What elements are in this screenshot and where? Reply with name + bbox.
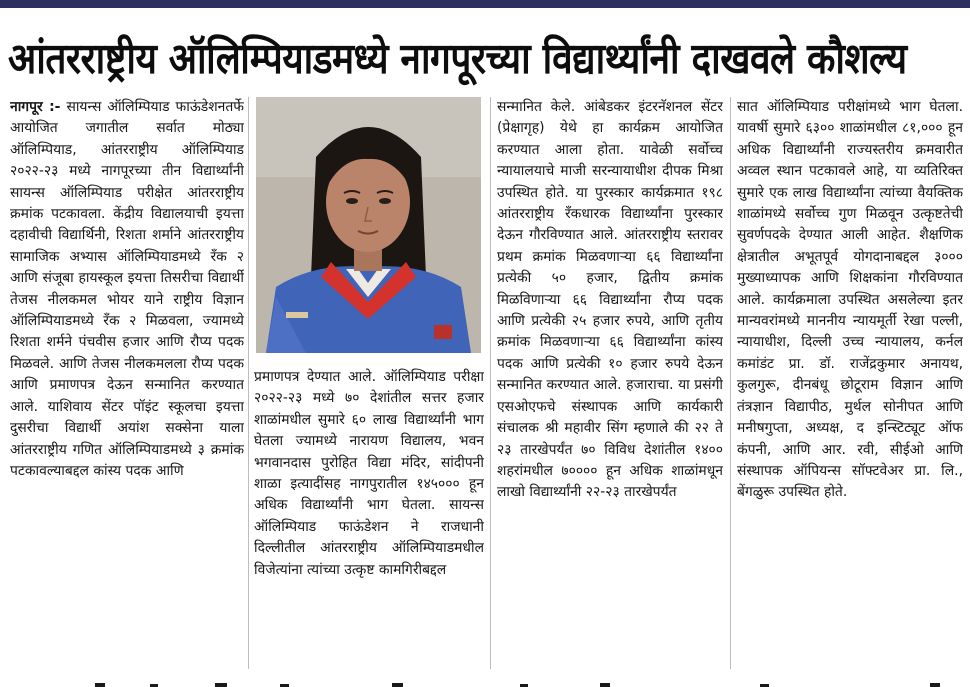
column-divider <box>730 97 731 669</box>
column-1-text: सायन्स ऑलिम्पियाड फाऊंडेशनतर्फे आयोजित जगातील सर्वात मोठ्या ऑलिम्पियाड, आंतरराष्ट्रीय ऑलिम्पियाड २०२२-२३ मध्ये नागपूरच्या तीन विद्यार्थ्यांनी सायन्स ऑलिम्पियाड परीक्षेत आंतरराष्ट्रीय क्रमांक पटकावला. केंद्रीय विद्यालयाची इयत्ता दहावीची विद्यार्थिनी, रिशता शर्माने आंतरराष्ट्रीय सामाजिक अभ्यास ऑलिम्पियाडमध्ये रँक २ आणि संजूबा हायस्कूल इयत्ता तिसरीचा विद्यार्थी तेजस नीलकमल भोयर याने राष्ट्रीय विज्ञान ऑलिम्पियाडमध्ये रँक २ मिळवला, ज्यामध्ये रिशता शर्मने पंचवीस हजार आणि रौप्य पदक मिळवले. आणि तेजस नीलकमलला रौप्य पदक आणि प्रमाणपत्र देऊन सन्मानित करण्यात आले. याशिवाय सेंटर पॉइंट स्कूलचा इयत्ता दुसरीचा विद्यार्थी अयांश सक्सेना याला आंतरराष्ट्रीय गणित ऑलिम्पियाडमध्ये ३ क्रमांक पटकावल्याबद्दल कांस्य पदक आणि <box>10 99 244 479</box>
student-portrait-image <box>256 97 481 353</box>
column-divider <box>490 97 491 669</box>
masthead-rule <box>0 0 970 8</box>
article-column-3 <box>497 97 723 671</box>
column-2-text: प्रमाणपत्र देण्यात आले. ऑलिम्पियाड परीक्षा २०२२-२३ मध्ये ७० देशांतील सत्तर हजार शाळांमधील सुमारे ६० लाख विद्यार्थ्यांनी भाग घेतला ज्यामध्ये नारायण विद्यालय, भवन भगवानदास पुरोहित विद्या मंदिर, सांदीपनी शाळा इत्यादींसह नागपुरातील १४५००० हून अधिक विद्यार्थ्यांनी भाग घेतला. सायन्स ऑलिम्पियाड फाऊंडेशन ने राजधानी दिल्लीतील आंतरराष्ट्रीय ऑलिम्पियाडमधील विजेत्यांना त्यांच्या उत्कृष्ट कामगिरीबद्दल <box>254 369 484 578</box>
column-3-text: सन्मानित केले. आंबेडकर इंटरनॅशनल सेंटर (प्रेक्षागृह) येथे हा कार्यक्रम आयोजित करण्यात आला होता. यावेळी सर्वोच्च न्यायालयाचे माजी सरन्यायाधीश दीपक मिश्रा उपस्थित होते. या पुरस्कार कार्यक्रमात १९८ आंतरराष्ट्रीय रँकधारक विद्यार्थ्यांना पुरस्कार देऊन गौरविण्यात आले. आंतरराष्ट्रीय स्तरावर प्रथम क्रमांक मिळवणाऱ्या ६६ विद्यार्थ्यांना प्रत्येकी ५० हजार, द्वितीय क्रमांक मिळविणाऱ्या ६६ विद्यार्थ्यांना रौप्य पदक आणि प्रत्येकी २५ हजार रुपये, आणि तृतीय क्रमांक मिळवणाऱ्या ६६ विद्यार्थ्यांना कांस्य पदक आणि प्रत्येकी १० हजार रुपये देऊन सन्मानित करण्यात आले. हजाराचा. या प्रसंगी एसओएफचे संस्थापक आणि कार्यकारी संचालक श्री महावीर सिंग म्हणाले की २२ ते २३ तारखेपर्यंत ७० विविध देशांतील १४०० शहरांमधील ७०००० हून अधिक शाळांमधून लाखो विद्यार्थ्यांनी २२-२३ तारखेपर्यंत <box>497 99 723 501</box>
cropped-text-fragments <box>0 680 970 687</box>
article-headline: आंतरराष्ट्रीय ऑलिम्पियाडमध्ये नागपूरच्या विद्यार्थ्यांनी दाखवले कौशल्य <box>8 33 907 84</box>
article-column-2 <box>254 367 484 671</box>
article-column-1 <box>10 97 244 671</box>
column-4-text: सात ऑलिम्पियाड परीक्षांमध्ये भाग घेतला. यावर्षी सुमारे ६३०० शाळांमधील ८१,००० हून अधिक विद्यार्थ्यांनी राज्यस्तरीय क्रमवारीत अव्वल स्थान पटकावले आहे, या व्यतिरिक्त सुमारे एक लाख विद्यार्थ्यांना त्यांच्या वैयक्तिक शाळांमध्ये सर्वोच्च गुण मिळवून उत्कृष्टतेची सुवर्णपदके देण्यात आली आहेत. शैक्षणिक क्षेत्रातील अभूतपूर्व योगदानाबद्दल ३००० मुख्याध्यापक आणि शिक्षकांना गौरविण्यात आले. कार्यक्रमाला उपस्थित असलेल्या इतर मान्यवरांमध्ये माननीय न्यायमूर्ती रेखा पल्ली, न्यायाधीश, दिल्ली उच्च न्यायालय, कर्नल कमांडंट प्रा. डॉ. राजेंद्रकुमार अनायथ, कुलगुरू, दीनबंधू छोटूराम विज्ञान आणि तंत्रज्ञान विद्यापीठ, मुर्थल सोनीपत आणि मनीषगुप्ता, अध्यक्ष, द इन्स्टिट्यूट ऑफ कंपनी, आणि आर. रवी, सीईओ आणि संस्थापक ऑपियन्स सॉफ्टवेअर प्रा. लि., बेंगळुरू उपस्थित होते. <box>737 99 963 501</box>
next-article-headline-cropped <box>0 676 970 687</box>
dateline: नागपूर :- <box>10 99 61 115</box>
article-column-4 <box>737 97 963 671</box>
student-photo <box>256 97 481 353</box>
column-divider <box>248 97 249 669</box>
